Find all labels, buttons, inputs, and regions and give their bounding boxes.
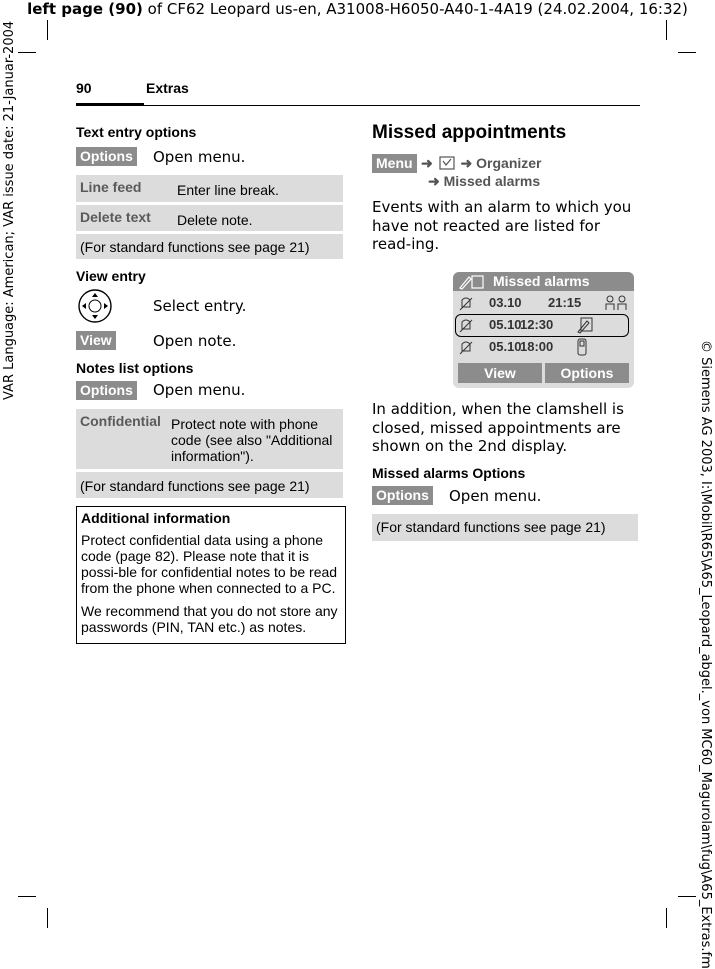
arrow-icon: ➜ xyxy=(428,173,440,189)
list-item-selected[interactable] xyxy=(453,315,634,337)
phone-icon xyxy=(577,338,587,356)
info-paragraph: We recommend that you do not store any passwords (PIN, TAN etc.) as notes. xyxy=(81,603,338,635)
alarm-date: 05.10 xyxy=(489,339,522,354)
crop-mark xyxy=(18,52,36,53)
menu-key: Menu xyxy=(372,154,417,173)
note-icon xyxy=(459,274,485,290)
table-row xyxy=(76,205,343,234)
standard-functions-note: (For standard functions see page 21) xyxy=(376,519,606,535)
view-entry-heading: View entry xyxy=(76,268,146,284)
alarm-date: 05.10 xyxy=(489,317,522,332)
running-header xyxy=(0,0,715,18)
notes-list-heading: Notes list options xyxy=(76,360,194,376)
option-key: Confidential xyxy=(80,413,161,429)
options-key: Options xyxy=(76,381,137,400)
options-softkey[interactable]: Options xyxy=(545,363,629,383)
alarm-time: 21:15 xyxy=(548,295,582,310)
view-key: View xyxy=(76,331,116,350)
list-item[interactable] xyxy=(453,337,634,359)
clamshell-paragraph: In addition, when the clamshell is closed, missed appointments are shown on the 2nd display. xyxy=(372,400,624,455)
key-description: Open menu. xyxy=(449,487,542,505)
additional-information-box xyxy=(76,506,346,644)
alarm-time: 12:30 xyxy=(520,317,554,332)
page-number: 90 xyxy=(76,80,92,96)
var-language-note: VAR Language: American; VAR issue date: 21-Januar-2004 xyxy=(2,20,17,400)
left-margin-note xyxy=(2,20,18,428)
option-value: Protect note with phone code (see also "Additional information"). xyxy=(171,416,333,464)
arrow-icon: ➜ xyxy=(460,155,473,171)
navigation-key-icon xyxy=(77,288,113,324)
section-title: Extras xyxy=(146,80,189,96)
header-rule-accent xyxy=(76,103,144,106)
header-page-ref: left page (90) xyxy=(27,0,143,18)
menu-path-line-2 xyxy=(428,173,540,190)
crop-mark xyxy=(666,908,667,928)
alarm-off-icon xyxy=(459,341,473,355)
missed-alarms-options-table xyxy=(372,514,638,541)
table-note-row xyxy=(76,472,343,498)
arrow-icon: ➜ xyxy=(421,155,433,171)
options-key: Options xyxy=(76,147,137,166)
notes-list-options-table xyxy=(76,409,343,498)
text-entry-heading: Text entry options xyxy=(76,124,197,140)
key-description: Open menu. xyxy=(153,381,246,399)
menu-path-line-1 xyxy=(421,155,542,172)
view-key-description: Open note. xyxy=(153,332,237,350)
crop-mark xyxy=(678,896,696,897)
option-value: Enter line break. xyxy=(177,182,279,198)
people-icon xyxy=(605,295,627,311)
text-entry-options-table xyxy=(76,175,343,259)
alarm-off-icon xyxy=(459,297,473,311)
alarm-time: 18:00 xyxy=(520,339,554,354)
select-entry-description: Select entry. xyxy=(153,297,247,315)
alarm-off-icon xyxy=(459,319,473,333)
screen-title-bar xyxy=(453,272,634,291)
info-title: Additional information xyxy=(81,510,231,526)
standard-functions-note: (For standard functions see page 21) xyxy=(80,239,310,255)
header-rule xyxy=(76,105,640,106)
header-doc-info: of CF62 Leopard us-en, A31008-H6050-A40-1-4A19 (24.02.2004, 16:32) xyxy=(142,0,688,18)
option-value: Delete note. xyxy=(177,212,253,228)
crop-mark xyxy=(18,896,36,897)
table-row xyxy=(76,175,343,205)
option-key: Line feed xyxy=(80,179,142,195)
copyright-note: © Siemens AG 2003, I:\Mobil\R65\A65_Leopard_abgel._von MC60_Magurolam\fug\A65_Extras.fm xyxy=(698,340,713,969)
phone-screen xyxy=(453,272,634,388)
organizer-label: Organizer xyxy=(476,155,542,171)
options-key: Options xyxy=(372,486,433,505)
table-note-row xyxy=(76,234,343,259)
standard-functions-note: (For standard functions see page 21) xyxy=(80,478,310,494)
table-row xyxy=(76,409,343,472)
option-key: Delete text xyxy=(80,209,151,225)
organizer-icon xyxy=(439,156,455,170)
crop-mark xyxy=(47,908,48,928)
crop-mark xyxy=(678,52,696,53)
right-margin-note xyxy=(697,340,713,969)
list-item[interactable] xyxy=(453,293,634,315)
view-softkey[interactable]: View xyxy=(458,363,542,383)
missed-alarms-label: Missed alarms xyxy=(443,173,541,189)
section-heading: Missed appointments xyxy=(372,122,567,143)
key-description: Open menu. xyxy=(153,148,246,166)
missed-alarms-options-heading: Missed alarms Options xyxy=(372,465,526,481)
crop-mark xyxy=(666,20,667,40)
info-paragraph: Protect confidential data using a phone code (page 82). Please note that it is possi-ble for confidential notes to be read from the phone when connected to a PC. xyxy=(81,532,338,596)
screen-title: Missed alarms xyxy=(493,273,590,289)
intro-paragraph: Events with an alarm to which you have not reacted are listed for read-ing. xyxy=(372,198,632,253)
note-icon xyxy=(576,316,594,334)
alarm-date: 03.10 xyxy=(489,295,522,310)
crop-mark xyxy=(47,20,48,40)
